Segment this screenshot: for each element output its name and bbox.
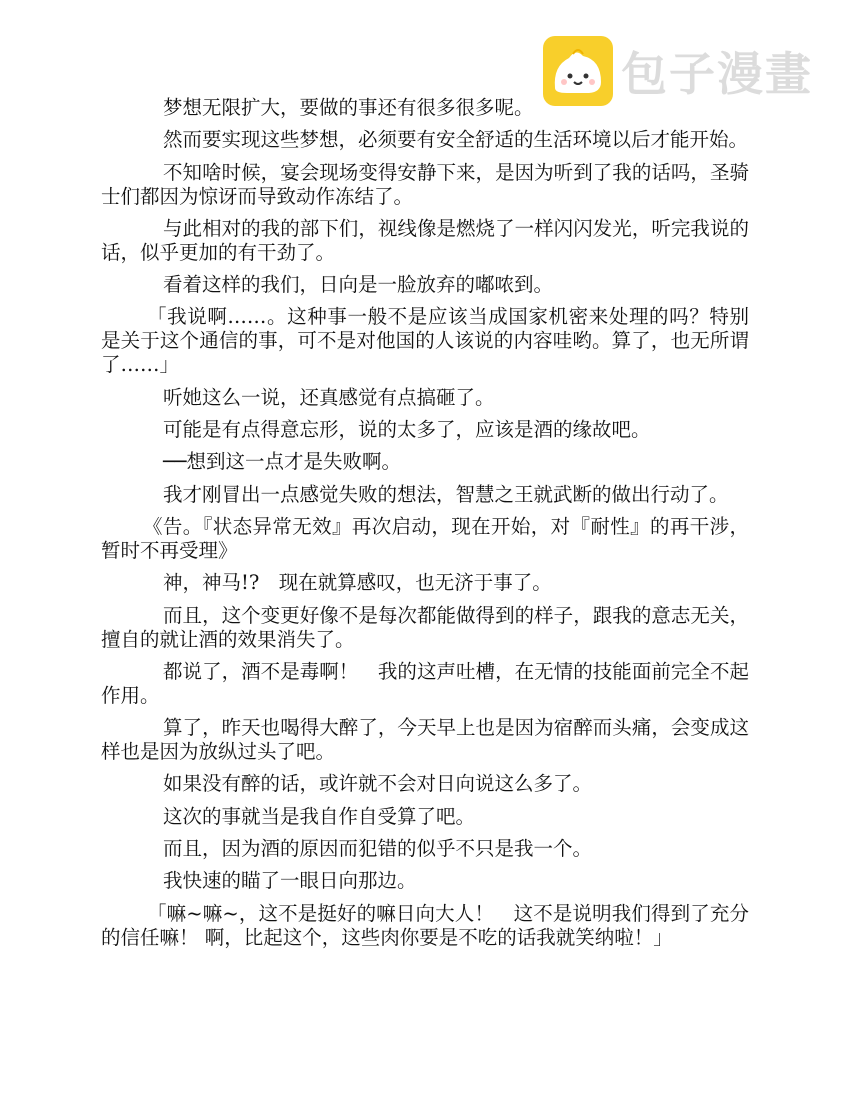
paragraph: 梦想无限扩大，要做的事还有很多很多呢。 xyxy=(163,96,534,119)
paragraph: 算了，昨天也喝得大醉了，今天早上也是因为宿醉而头痛，会变成这样也是因为放纵过头了吧。 xyxy=(101,716,749,764)
paragraph: ──想到这一点才是失败啊。 xyxy=(163,450,401,474)
paragraph: 而且，因为酒的原因而犯错的似乎不只是我一个。 xyxy=(163,837,593,861)
watermark-text: 包子漫畫 xyxy=(621,47,813,101)
dialogue-paragraph: 「嘛~嘛~，这不是挺好的嘛日向大人！ 这不是说明我们得到了充分的信任嘛！ 啊，比起这个，这些肉你要是不吃的话我就笑纳啦！」 xyxy=(101,901,749,949)
paragraph: 与此相对的我的部下们，视线像是燃烧了一样闪闪发光，听完我说的话，似乎更加的有干劲了。 xyxy=(101,216,749,264)
paragraph: 然而要实现这些梦想，必须要有安全舒适的生活环境以后才能开始。 xyxy=(163,128,749,152)
paragraph: 不知啥时候，宴会现场变得安静下来，是因为听到了我的话吗，圣骑士们都因为惊讶而导致动作冻结了。 xyxy=(101,160,749,208)
dialogue-paragraph: 「我说啊……。这种事一般不是应该当成国家机密来处理的吗？特别是关于这个通信的事，可不是对他国的人该说的内容哇哟。算了，也无所谓了……」 xyxy=(101,305,749,377)
paragraph: 我才刚冒出一点感觉失败的想法，智慧之王就武断的做出行动了。 xyxy=(163,482,729,506)
paragraph: 都说了，酒不是毒啊！ 我的这声吐槽，在无情的技能面前完全不起作用。 xyxy=(101,659,749,707)
paragraph: 神，神马!? 现在就算感叹，也无济于事了。 xyxy=(163,571,552,595)
system-message-paragraph: 《告。『状态异常无效』再次启动，现在开始，对『耐性』的再干涉，暂时不再受理》 xyxy=(101,514,749,562)
paragraph: 我快速的瞄了一眼日向那边。 xyxy=(163,869,417,893)
paragraph: 听她这么一说，还真感觉有点搞砸了。 xyxy=(163,385,495,409)
paragraph: 如果没有醉的话，或许就不会对日向说这么多了。 xyxy=(163,772,593,796)
paragraph: 看着这样的我们，日向是一脸放弃的嘟哝到。 xyxy=(163,273,554,297)
paragraph: 而且，这个变更好像不是每次都能做得到的样子，跟我的意志无关，擅自的就让酒的效果消失了。 xyxy=(101,603,749,651)
paragraph: 可能是有点得意忘形，说的太多了，应该是酒的缘故吧。 xyxy=(163,418,651,442)
paragraph: 这次的事就当是我自作自受算了吧。 xyxy=(163,804,476,828)
document-body xyxy=(101,96,749,958)
